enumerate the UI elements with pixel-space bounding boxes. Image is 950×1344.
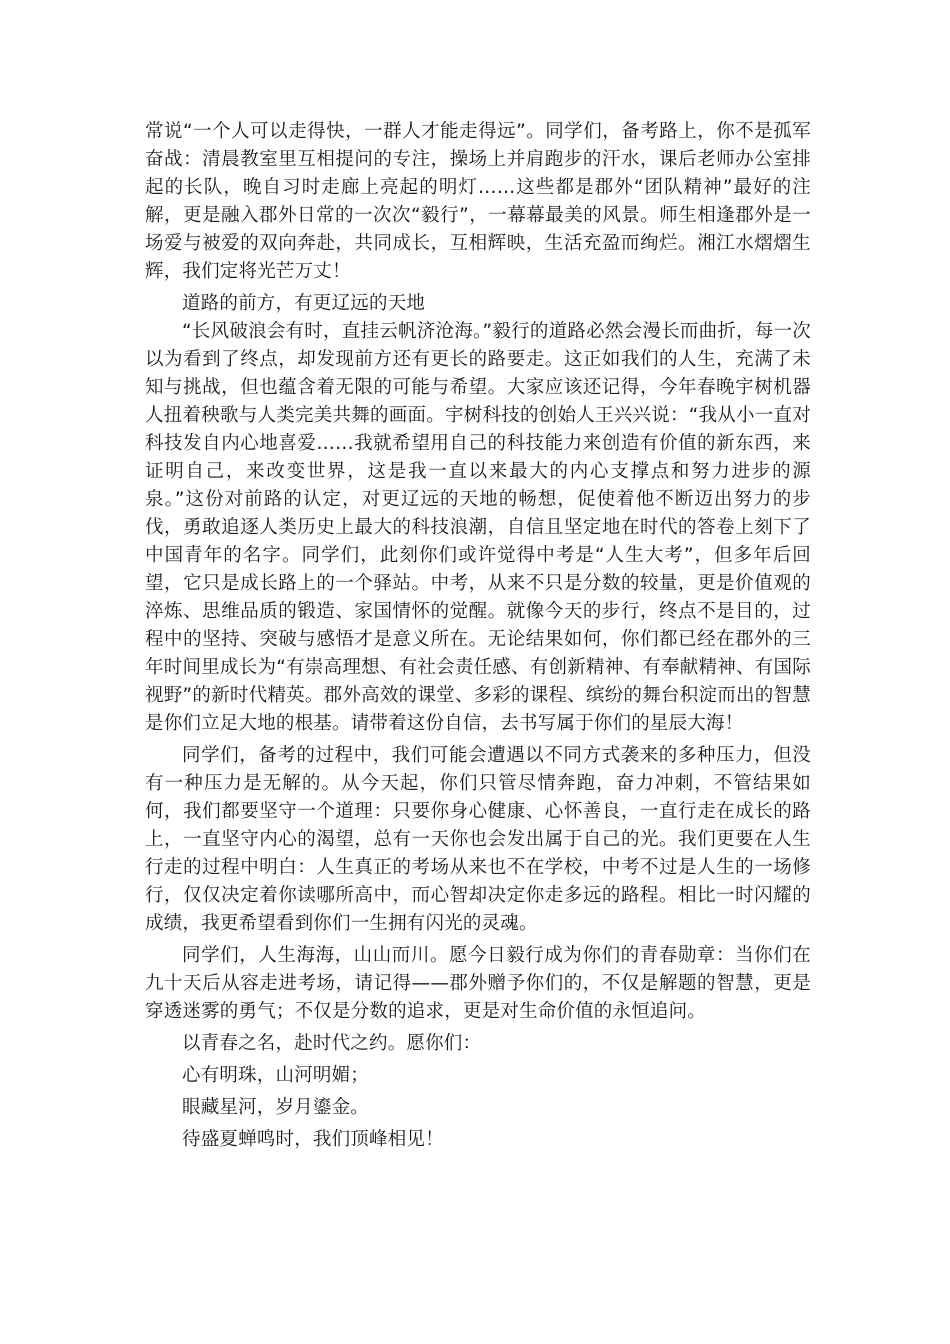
paragraph-team-spirit: 常说“一个人可以走得快，一群人才能走得远”。同学们，备考路上，你不是孤军奋战：清晨教室里互相提问的专注，操场上并肩跑步的汗水，课后老师办公室排起的长队，晚自习时走廊上亮起的明灯……这些都是郡外“团队精神”最好的注解，更是融入郡外日常的一次次“毅行”，一幕幕最美的风景。师生相逢郡外是一场爱与被爱的双向奔赴，共同成长，互相辉映，生活充盈而绚烂。湘江水熠熠生辉，我们定将光芒万丈！ — [145, 121, 811, 282]
closing-line-1: 心有明珠，山河明媚； — [182, 1065, 370, 1086]
document-body — [145, 118, 811, 1154]
closing-line-3: 待盛夏蝉鸣时，我们顶峰相见！ — [182, 1129, 444, 1150]
paragraph-pressure: 同学们，备考的过程中，我们可能会遭遇以不同方式袭来的多种压力，但没有一种压力是无解的。从今天起，你们只管尽情奔跑，奋力冲刺，不管结果如何，我们都要坚守一个道理：只要你身心健康、心怀善良，一直行走在成长的路上，一直坚守内心的渴望，总有一天你也会发出属于自己的光。我们更要在人生行走的过程中明白：人生真正的考场从来也不在学校，中考不过是人生的一场修行，仅仅决定着你读哪所高中，而心智却决定你走多远的路程。相比一时闪耀的成绩，我更希望看到你们一生拥有闪光的灵魂。 — [145, 745, 811, 934]
paragraph-youth-medal: 同学们，人生海海，山山而川。愿今日毅行成为你们的青春勋章：当你们在九十天后从容走进考场，请记得——郡外赠予你们的，不仅是解题的智慧，更是穿透迷雾的勇气；不仅是分数的追求，更是对生命价值的永恒追问。 — [145, 945, 811, 1022]
paragraph-future: “长风破浪会有时，直挂云帆济沧海。”毅行的道路必然会漫长而曲折，每一次以为看到了终点，却发现前方还有更长的路要走。这正如我们的人生，充满了未知与挑战，但也蕴含着无限的可能与希望。大家应该还记得，今年春晚宇树机器人扭着秧歌与人类完美共舞的画面。宇树科技的创始人王兴兴说：“我从小一直对科技发自内心地喜爱……我就希望用自己的科技能力来创造有价值的新东西，来证明自己，来改变世界，这是我一直以来最大的内心支撑点和努力进步的源泉。”这份对前路的认定，对更辽远的天地的畅想，促使着他不断迈出努力的步伐，勇敢追逐人类历史上最大的科技浪潮，自信且坚定地在时代的答卷上刻下了中国青年的名字。同学们，此刻你们或许觉得中考是“人生大考”，但多年后回望，它只是成长路上的一个驿站。中考，从来不只是分数的较量，更是价值观的淬炼、思维品质的锻造、家国情怀的觉醒。就像今天的步行，终点不是目的，过程中的坚持、突破与感悟才是意义所在。无论结果如何，你们都已经在郡外的三年时间里成长为“有崇高理想、有社会责任感、有创新精神、有奉献精神、有国际视野”的新时代精英。郡外高效的课堂、多彩的课程、缤纷的舞台积淀而出的智慧是你们立足大地的根基。请带着这份自信，去书写属于你们的星辰大海！ — [145, 321, 811, 734]
section-heading: 道路的前方，有更辽远的天地 — [182, 293, 426, 314]
closing-intro: 以青春之名，赴时代之约。愿你们： — [182, 1033, 482, 1054]
closing-line-2: 眼藏星河，岁月鎏金。 — [182, 1097, 370, 1118]
